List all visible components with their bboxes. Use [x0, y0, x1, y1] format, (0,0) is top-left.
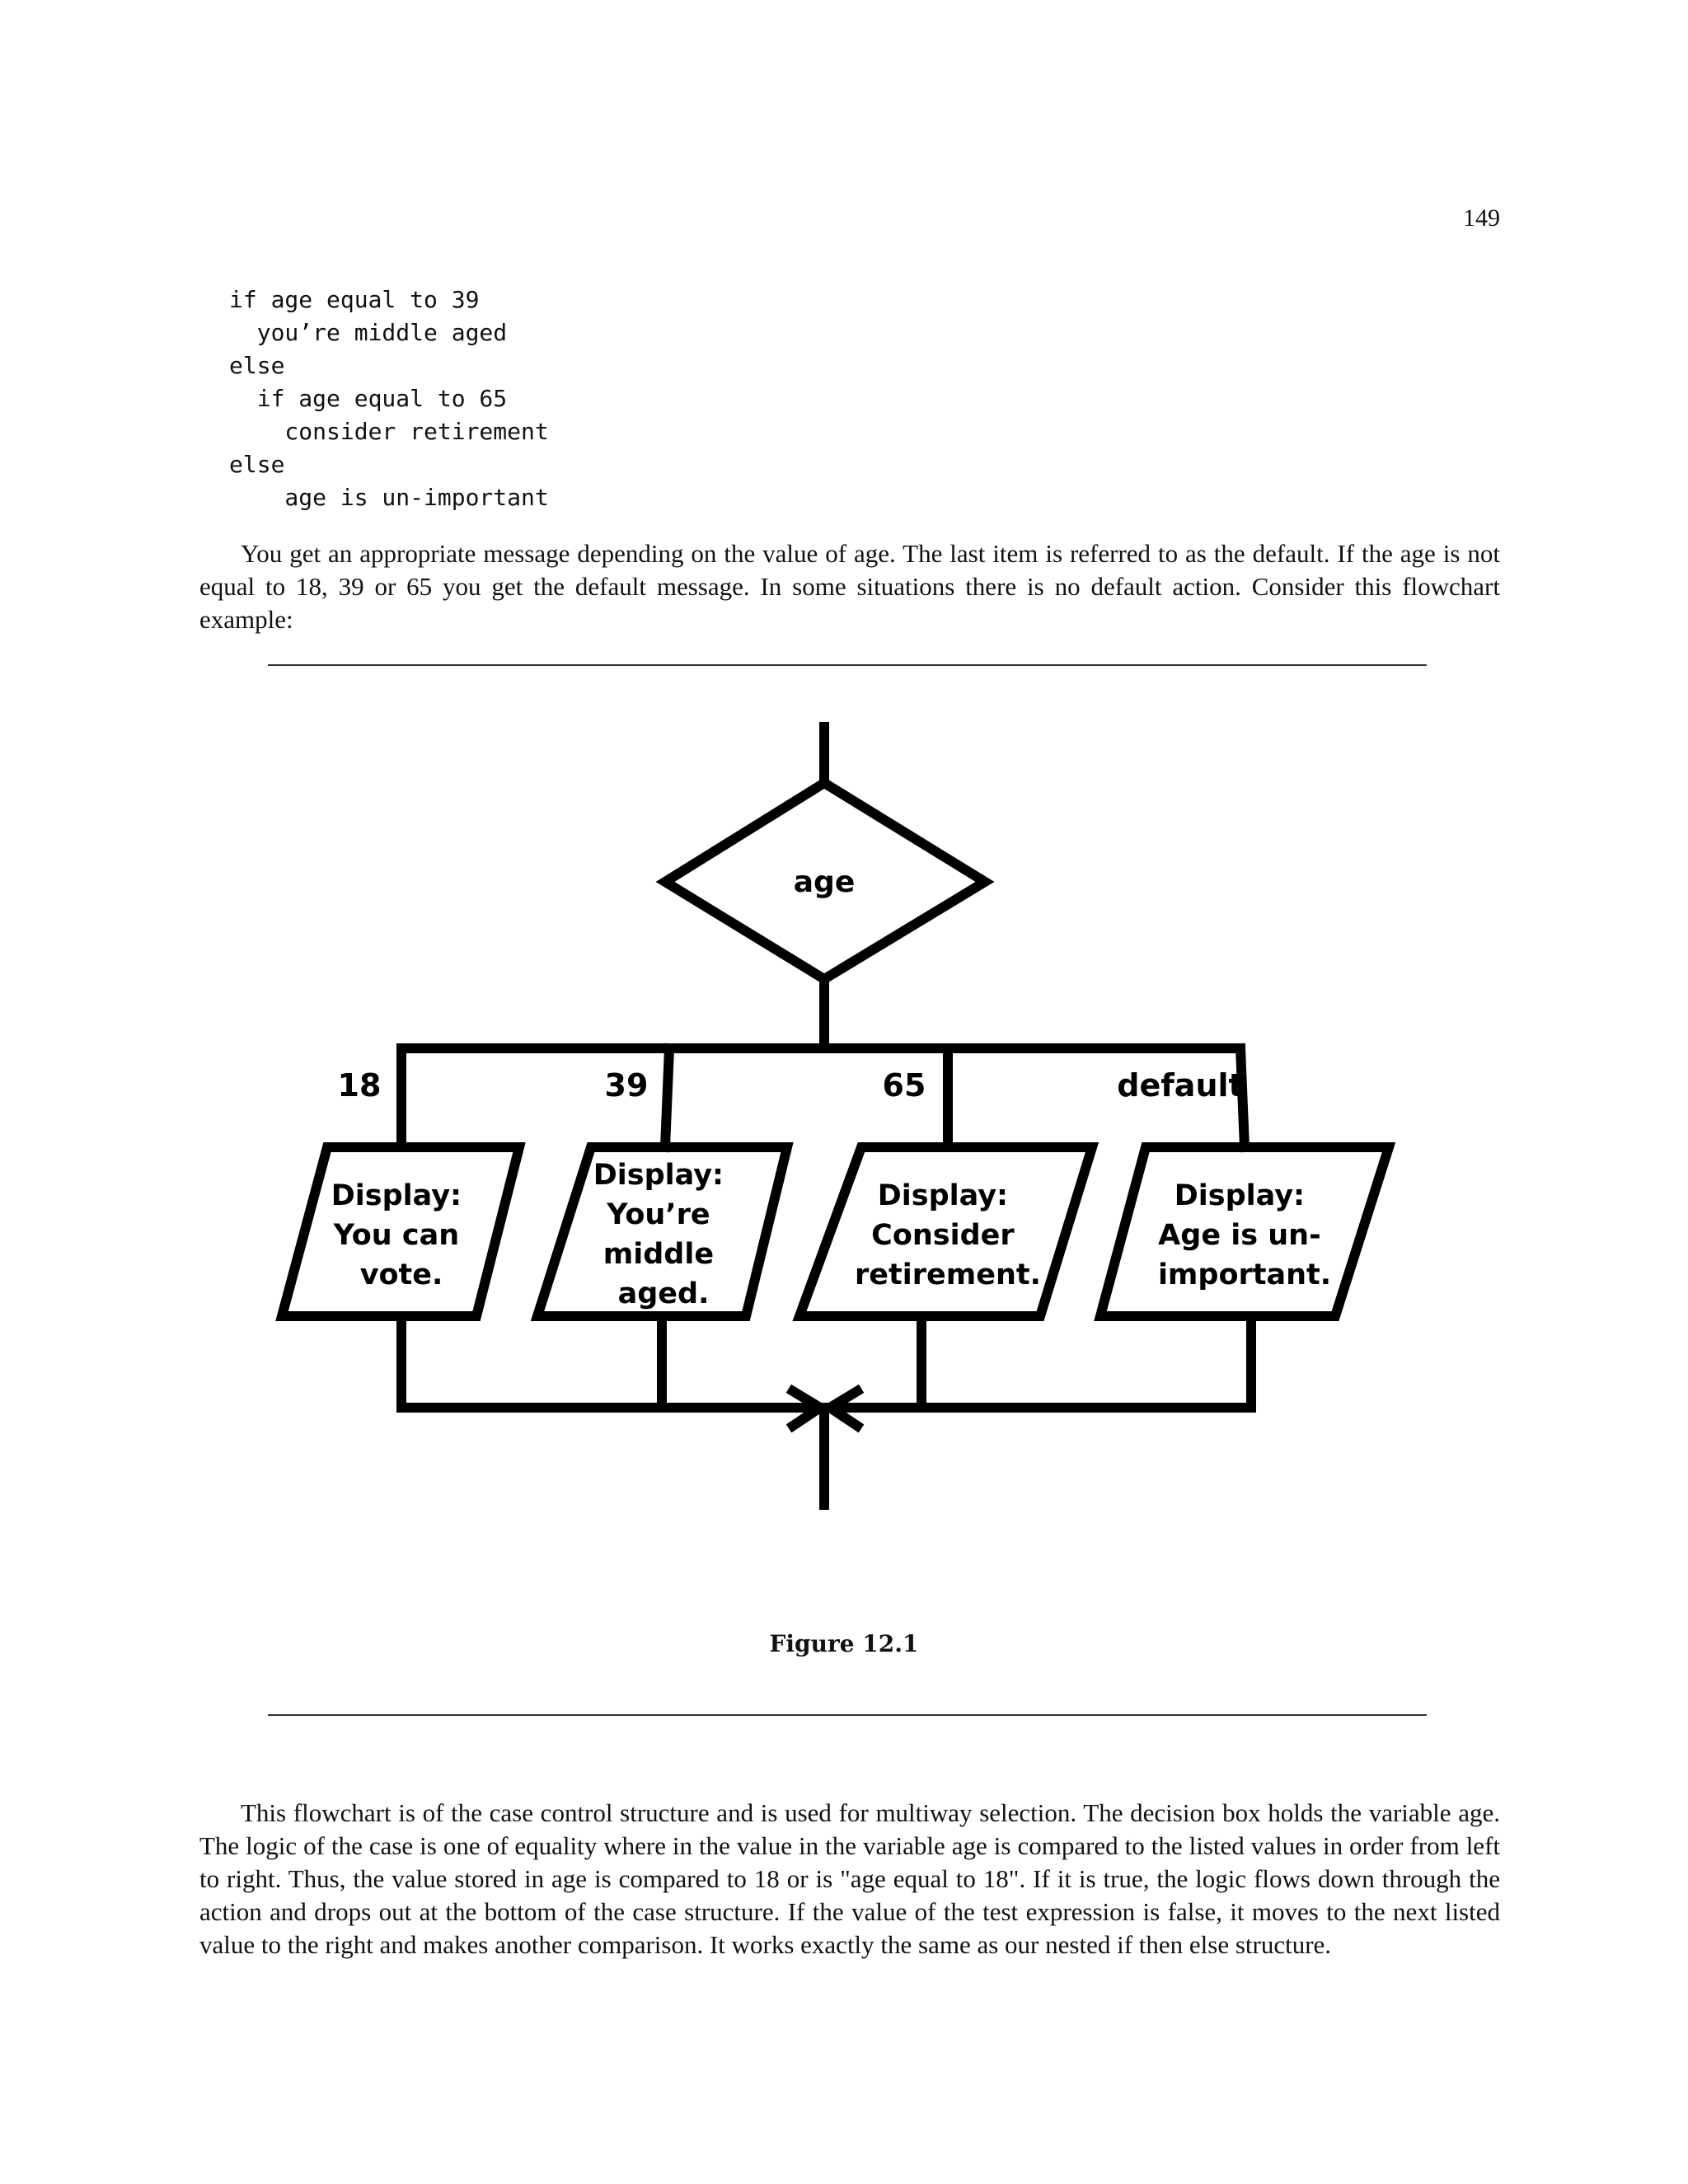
display-line: retirement. [855, 1258, 1041, 1291]
figure-caption: Figure 12.1 [769, 1630, 919, 1657]
display-line: vote. [359, 1258, 443, 1291]
display-line: Display: [331, 1179, 462, 1212]
display-line: Display: [1174, 1179, 1306, 1212]
page-number: 149 [1463, 204, 1500, 232]
code-line: else [229, 451, 285, 478]
explanation-paragraph: This flowchart is of the case control structure and is used for multiway selection. The decision box holds the variable age. The logic of the case is one of equality where in the value in the variable age is compared to the listed values in order from left to right. Thus, the value stored in age is compared to 18 or is "age equal to 18". If it is true, the logic flows down through the action and drops out at the bottom of the case structure. If the value of the test expression is false, it moves to the next listed value to the right and makes another comparison. It works exactly the same as our nested if then else structure. [199, 1798, 1500, 1959]
case-label-65: 65 [882, 1067, 926, 1104]
figure-bottom-rule [268, 1714, 1427, 1716]
display-text-default [1158, 1179, 1331, 1291]
code-line: age is un-important [229, 484, 549, 511]
code-line: else [229, 352, 285, 379]
intro-paragraph: You get an appropriate message depending on the value of age. The last item is referred to as the default. If the age is not equal to 18, 39 or 65 you get the default message. In some situations there is no default action. Consider this flowchart example: [199, 539, 1500, 634]
display-text-39 [593, 1159, 734, 1310]
branch-line-39 [665, 1048, 669, 1147]
case-label-18: 18 [337, 1067, 382, 1104]
display-line: Display: [593, 1159, 724, 1192]
display-text-65 [855, 1179, 1041, 1291]
display-line: You’re [607, 1198, 710, 1231]
code-line: you’re middle aged [229, 319, 508, 346]
decision-label: age [793, 865, 856, 899]
display-line: Display: [877, 1179, 1009, 1212]
display-line: middle [603, 1238, 715, 1271]
display-line: Age is un- [1158, 1219, 1321, 1252]
case-label-39: 39 [604, 1067, 649, 1104]
case-label-default: default [1117, 1067, 1244, 1104]
code-line: if age equal to 39 [229, 286, 480, 313]
code-line: if age equal to 65 [229, 385, 508, 412]
display-line: Consider [871, 1219, 1015, 1252]
display-text-18 [331, 1179, 471, 1291]
display-line: important. [1157, 1258, 1332, 1291]
display-line: You can [333, 1219, 460, 1252]
display-line: aged. [617, 1277, 710, 1310]
code-line: consider retirement [229, 418, 549, 445]
